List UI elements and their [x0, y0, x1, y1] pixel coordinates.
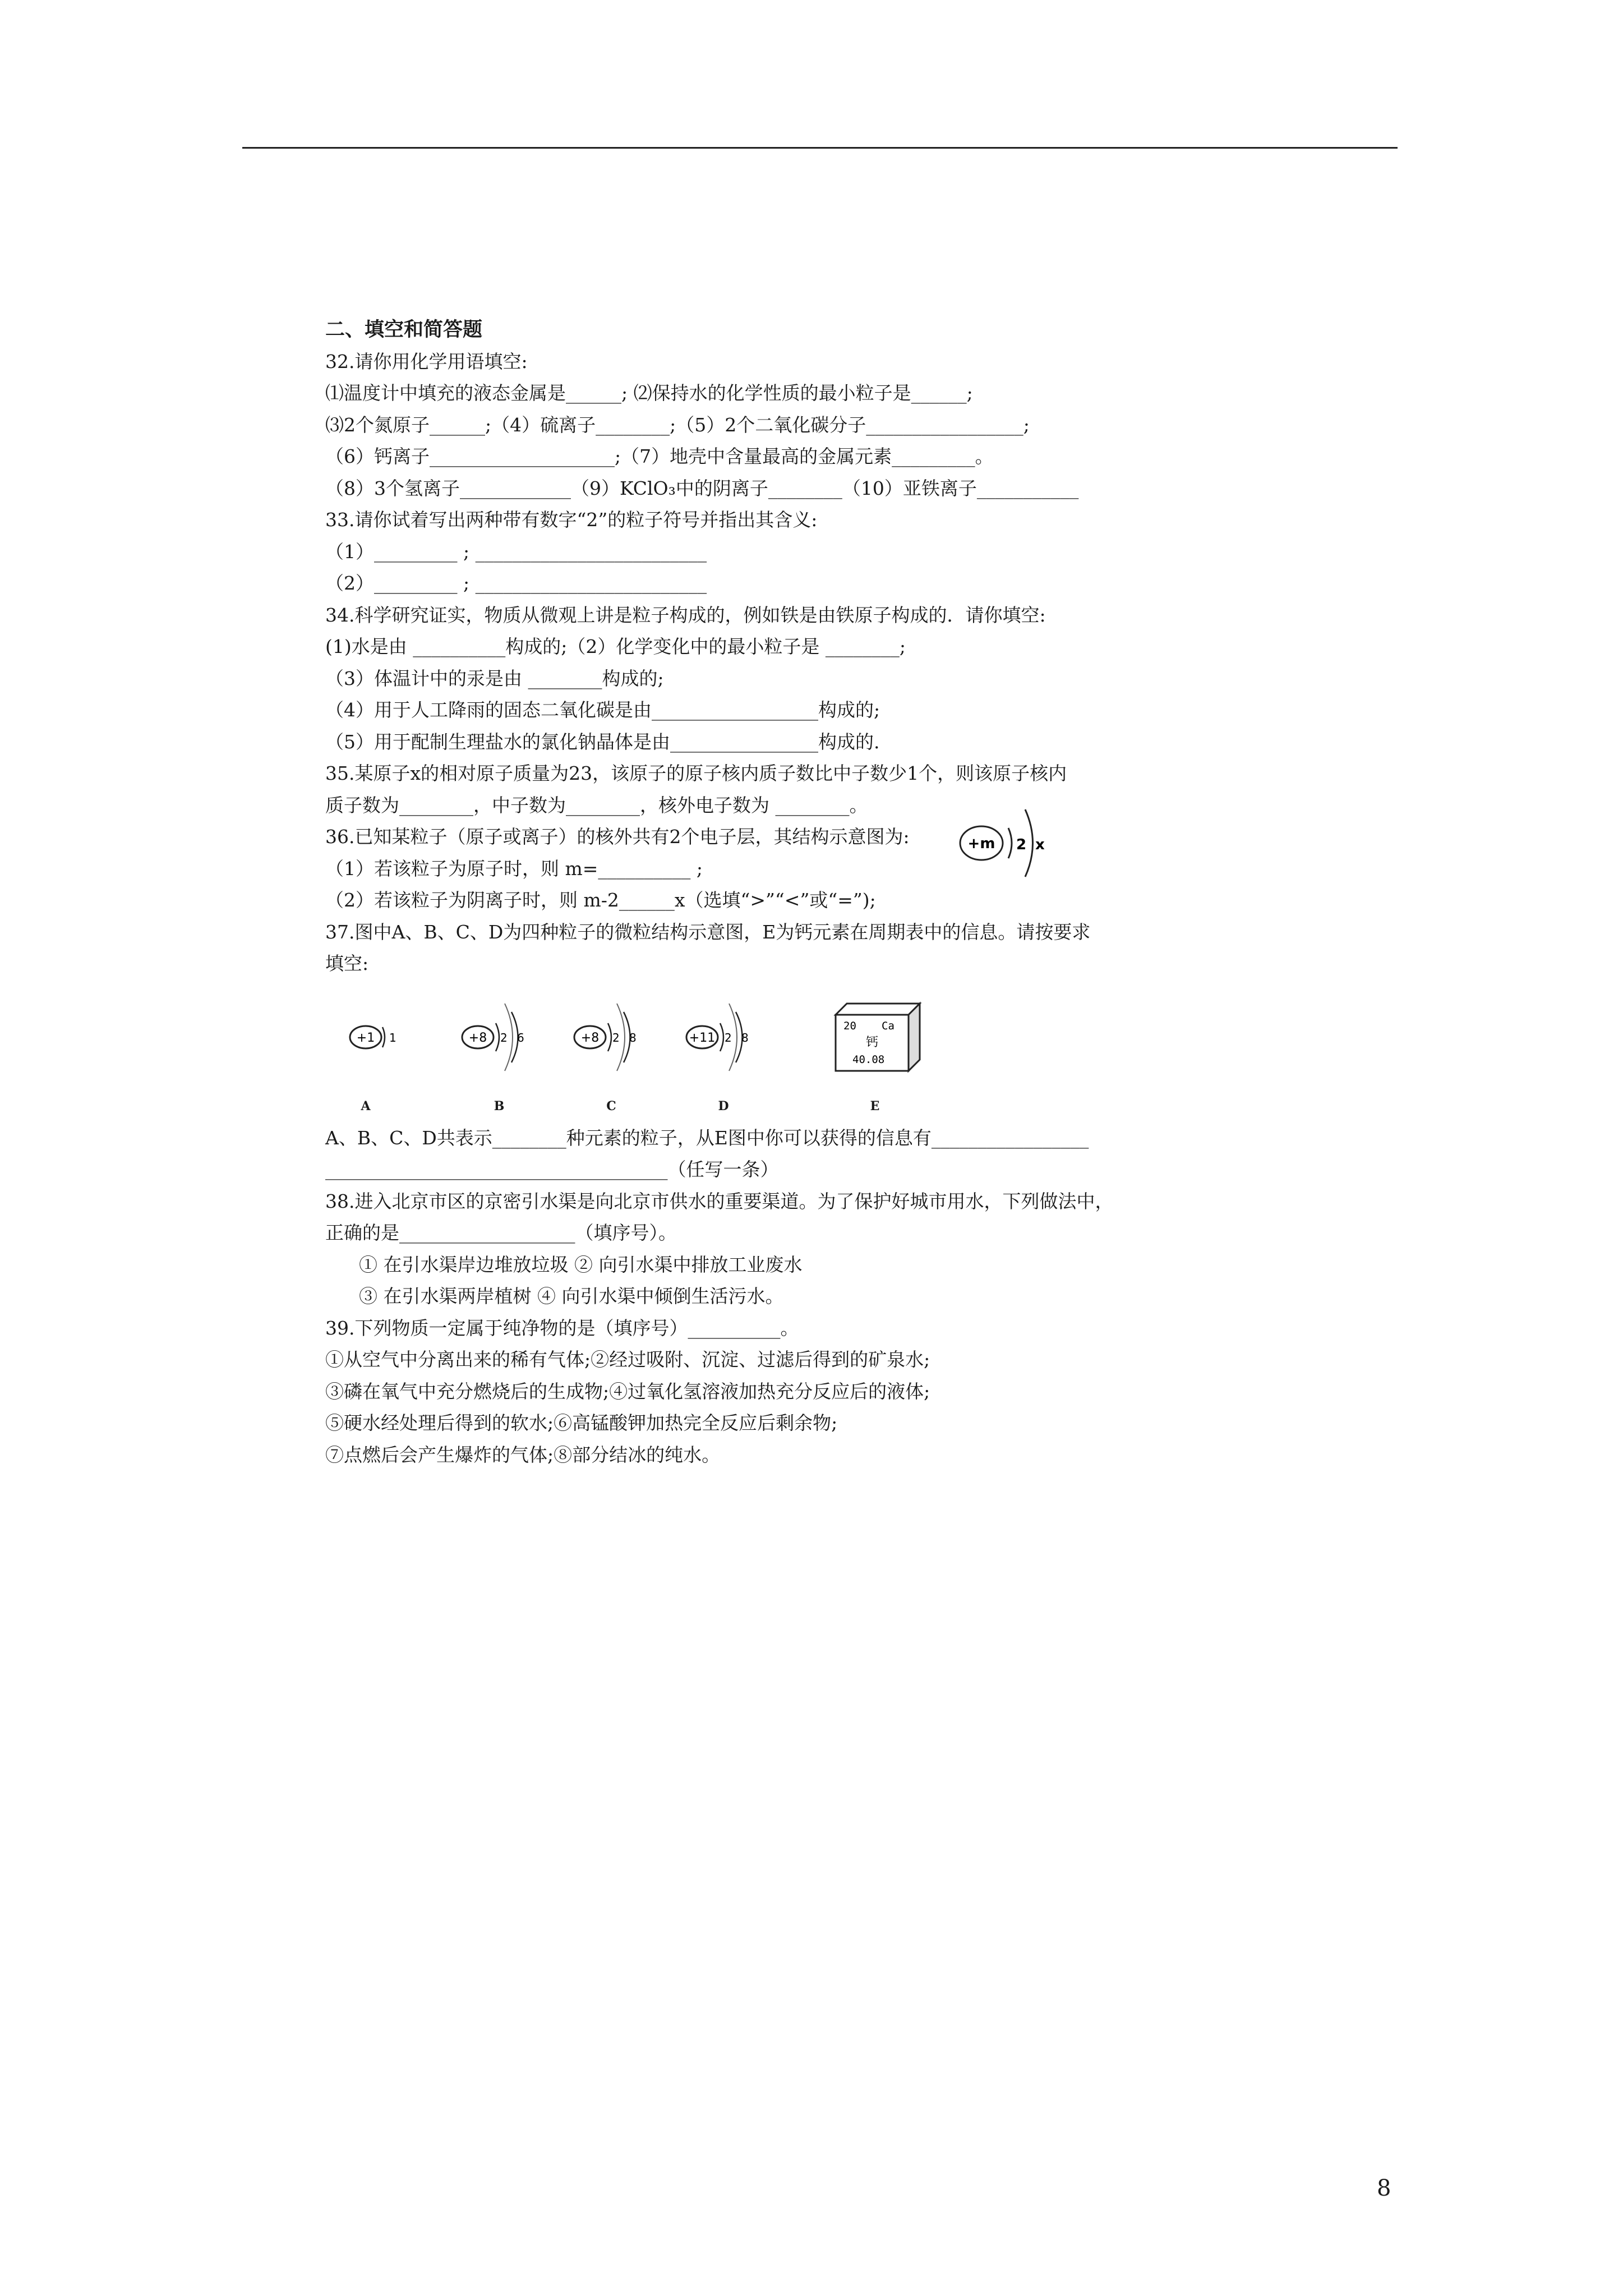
atom-c-nucleus: +8: [580, 1030, 600, 1045]
q34-title: 34.科学研究证实，物质从微观上讲是粒子构成的，例如铁是由铁原子构成的．请你填空:: [325, 604, 1046, 626]
q33-line-1: （1）_________ ; _________________________: [325, 540, 707, 563]
q36-title: 36.已知某粒子（原子或离子）的核外共有2个电子层，其结构示意图为:: [325, 826, 910, 848]
q36-shell-1: 2: [1016, 836, 1027, 853]
q33-title: 33.请你试着写出两种带有数字“2”的粒子符号并指出其含义:: [325, 509, 818, 531]
element-symbol: Ca: [882, 1019, 895, 1032]
header-rule: [242, 147, 1398, 149]
q37-line-2: 填空:: [325, 953, 369, 974]
q32-line-4: （8）3个氢离子____________（9）KClO₃中的阴离子________（10）亚铁离子___________: [325, 477, 1079, 499]
q36-line-1: （1）若该粒子为原子时，则 m=__________ ;: [325, 857, 703, 880]
q39-line-2: ③磷在氧气中充分燃烧后的生成物;④过氧化氢溶液加热充分反应后的液体;: [325, 1380, 930, 1402]
q37-line-3: A、B、C、D共表示________种元素的粒子，从E图中你可以获得的信息有_________________: [325, 1126, 1089, 1149]
q32-line-3: （6）钙离子____________________;（7）地壳中含量最高的金属元素_________。: [325, 445, 994, 467]
element-box-e: [830, 992, 942, 1114]
element-mass: 40.08: [852, 1053, 885, 1066]
section-heading: 二、填空和简答题: [325, 318, 483, 341]
q37-diagram: [325, 984, 998, 1119]
element-name: 钙: [866, 1035, 879, 1050]
atom-diagram-d: [684, 992, 780, 1114]
atom-a-nucleus: +1: [356, 1030, 375, 1045]
atom-c-shell-1: 2: [612, 1030, 620, 1045]
atom-diagram-a: [348, 992, 415, 1114]
element-number: 20: [843, 1019, 856, 1032]
q39-line-4: ⑦点燃后会产生爆炸的气体;⑧部分结冰的纯水。: [325, 1443, 721, 1466]
atom-a-label: A: [361, 1098, 371, 1114]
atom-b-label: B: [494, 1098, 505, 1114]
q37-line-1: 37.图中A、B、C、D为四种粒子的微粒结构示意图，E为钙元素在周期表中的信息。请按要求: [325, 921, 1091, 943]
page-number: 8: [1377, 2175, 1391, 2201]
q38-line-2: 正确的是___________________（填序号）。: [325, 1222, 677, 1244]
q36-structure-diagram: [953, 801, 1060, 887]
q39-line-3: ⑤硬水经处理后得到的软水;⑥高锰酸钾加热完全反应后剩余物;: [325, 1412, 838, 1434]
q32-title: 32.请你用化学用语填空:: [325, 350, 528, 372]
atom-d-nucleus: +11: [689, 1030, 716, 1045]
atom-d-label: D: [718, 1098, 729, 1114]
exam-content: [325, 314, 1114, 1471]
q36-shell-2: x: [1035, 836, 1045, 853]
q34-line-1: (1)水是由 __________构成的;（2）化学变化中的最小粒子是 ________;: [325, 636, 906, 657]
q33-line-2: （2）_________ ; _________________________: [325, 572, 707, 594]
q36-line-2: （2）若该粒子为阴离子时，则 m-2______x（选填“>”“<”或“=”);: [325, 889, 876, 911]
q34-line-4: （5）用于配制生理盐水的氯化钠晶体是由________________构成的.: [325, 730, 880, 753]
q38-option-line-1: ① 在引水渠岸边堆放垃圾 ② 向引水渠中排放工业废水: [359, 1253, 803, 1276]
atom-b-shell-1: 2: [500, 1030, 508, 1045]
atom-diagram-b: [460, 992, 555, 1114]
q39-title: 39.下列物质一定属于纯净物的是（填序号）__________。: [325, 1317, 799, 1339]
q36-nucleus: +m: [967, 835, 995, 852]
atom-d-shell-1: 2: [725, 1030, 732, 1045]
q34-line-3: （4）用于人工降雨的固态二氧化碳是由__________________构成的;: [325, 699, 880, 721]
atom-b-shell-2: 6: [517, 1030, 524, 1045]
q34-line-2: （3）体温计中的汞是由 ________构成的;: [325, 667, 664, 689]
q38-line-1: 38.进入北京市区的京密引水渠是向北京市供水的重要渠道。为了保护好城市用水，下列做法中，: [325, 1190, 1114, 1212]
atom-b-nucleus: +8: [468, 1030, 487, 1045]
q38-option-line-2: ③ 在引水渠两岸植树 ④ 向引水渠中倾倒生活污水。: [359, 1285, 784, 1307]
q32-line-1: ⑴温度计中填充的液态金属是______; ⑵保持水的化学性质的最小粒子是______;: [325, 382, 973, 404]
q35-line-2: 质子数为________，中子数为________，核外电子数为 ________。: [325, 794, 868, 816]
atom-diagram-c: [572, 992, 667, 1114]
q37-line-4: _____________________________________（任写一条）: [325, 1158, 779, 1180]
atom-d-shell-2: 8: [741, 1030, 749, 1045]
element-box-label: E: [870, 1098, 880, 1114]
atom-a-shell-1: 1: [389, 1030, 396, 1045]
atom-c-shell-2: 8: [629, 1030, 637, 1045]
q35-line-1: 35.某原子x的相对原子质量为23，该原子的原子核内质子数比中子数少1个，则该原子核内: [325, 762, 1067, 784]
q39-line-1: ①从空气中分离出来的稀有气体;②经过吸附、沉淀、过滤后得到的矿泉水;: [325, 1349, 930, 1370]
atom-c-label: C: [606, 1098, 616, 1114]
q32-line-2: ⑶2个氮原子______;（4）硫离子________;（5）2个二氧化碳分子_________________;: [325, 413, 1030, 436]
